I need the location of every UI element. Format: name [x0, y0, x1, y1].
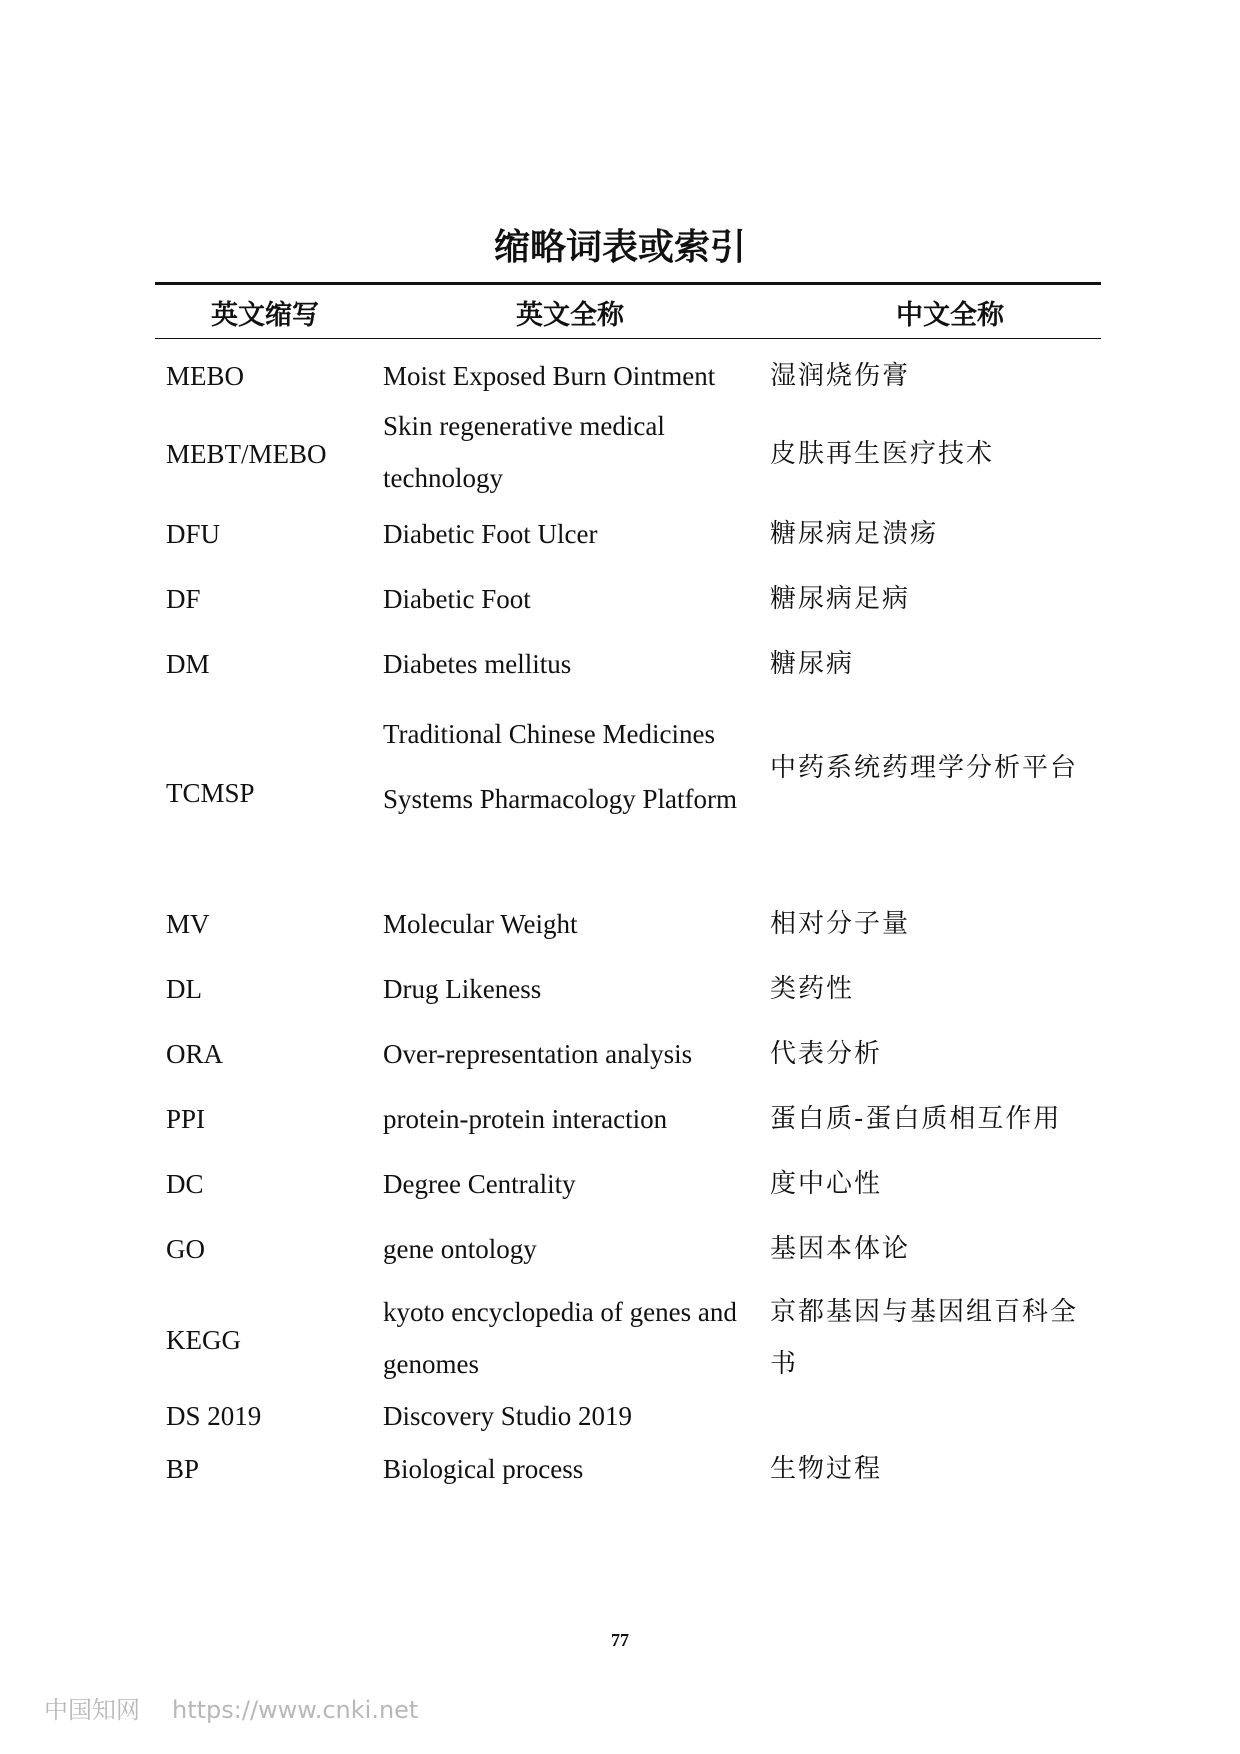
english-cell: protein-protein interaction	[383, 1104, 668, 1134]
abbr-cell: GO	[166, 1234, 205, 1264]
chinese-cell: 糖尿病足病	[770, 584, 911, 614]
abbr-cell: MEBT/MEBO	[166, 439, 327, 469]
abbr-cell: KEGG	[166, 1325, 241, 1355]
chinese-cell: 湿润烧伤膏	[770, 361, 911, 391]
english-cell: Discovery Studio 2019	[383, 1401, 632, 1431]
abbr-cell: DC	[166, 1169, 204, 1199]
english-cell: kyoto encyclopedia of genes and genomes	[383, 1297, 737, 1379]
chinese-cell: 基因本体论	[770, 1234, 911, 1264]
table-header-rule	[155, 338, 1101, 339]
english-cell: Diabetes mellitus	[383, 649, 572, 679]
english-cell: Skin regenerative medical technology	[383, 411, 665, 493]
watermark-logo-text: 中国知网	[44, 1696, 140, 1724]
cnki-watermark	[44, 1690, 450, 1725]
chinese-cell: 度中心性	[770, 1169, 883, 1199]
english-cell: Moist Exposed Burn Ointment	[383, 361, 716, 391]
page-title: 缩略词表或索引	[493, 227, 746, 268]
abbr-cell: MV	[166, 909, 210, 939]
abbr-cell: DS 2019	[166, 1401, 262, 1431]
english-cell: gene ontology	[383, 1234, 537, 1264]
english-cell: Over-representation analysis	[383, 1039, 693, 1069]
abbr-cell: DL	[166, 974, 202, 1004]
chinese-cell: 蛋白质-蛋白质相互作用	[770, 1104, 1062, 1134]
chinese-cell: 京都基因与基因组百科全书	[770, 1297, 1079, 1379]
header-chinese-full-name: 中文全称	[896, 300, 1004, 331]
abbr-cell: DF	[166, 584, 201, 614]
english-cell: Traditional Chinese Medicines Systems Pharmacology Platform	[383, 719, 737, 814]
abbr-cell: DFU	[166, 519, 221, 549]
chinese-cell: 糖尿病足溃疡	[770, 519, 939, 549]
english-cell: Drug Likeness	[383, 974, 542, 1004]
abbr-cell: ORA	[166, 1039, 224, 1069]
chinese-cell: 糖尿病	[770, 649, 855, 679]
english-cell: Diabetic Foot Ulcer	[383, 519, 598, 549]
chinese-cell: 中药系统药理学分析平台	[770, 753, 1079, 783]
page-number: 77	[611, 1630, 629, 1650]
chinese-cell: 相对分子量	[770, 909, 911, 939]
header-abbreviation: 英文缩写	[211, 300, 319, 331]
chinese-cell: 类药性	[770, 974, 855, 1004]
abbr-cell: TCMSP	[166, 778, 255, 808]
chinese-cell: 代表分析	[770, 1039, 883, 1069]
english-cell: Degree Centrality	[383, 1169, 576, 1199]
abbr-cell: DM	[166, 649, 210, 679]
english-cell: Molecular Weight	[383, 909, 578, 939]
abbr-cell: MEBO	[166, 361, 245, 391]
english-cell: Biological process	[383, 1454, 584, 1484]
chinese-cell: 皮肤再生医疗技术	[770, 439, 995, 469]
chinese-cell: 生物过程	[770, 1454, 883, 1484]
table-top-rule	[155, 282, 1101, 285]
watermark-url: https://www.cnki.net	[172, 1696, 419, 1724]
abbr-cell: PPI	[166, 1104, 206, 1134]
header-english-full-name: 英文全称	[516, 300, 624, 331]
abbr-cell: BP	[166, 1454, 200, 1484]
english-cell: Diabetic Foot	[383, 584, 531, 614]
